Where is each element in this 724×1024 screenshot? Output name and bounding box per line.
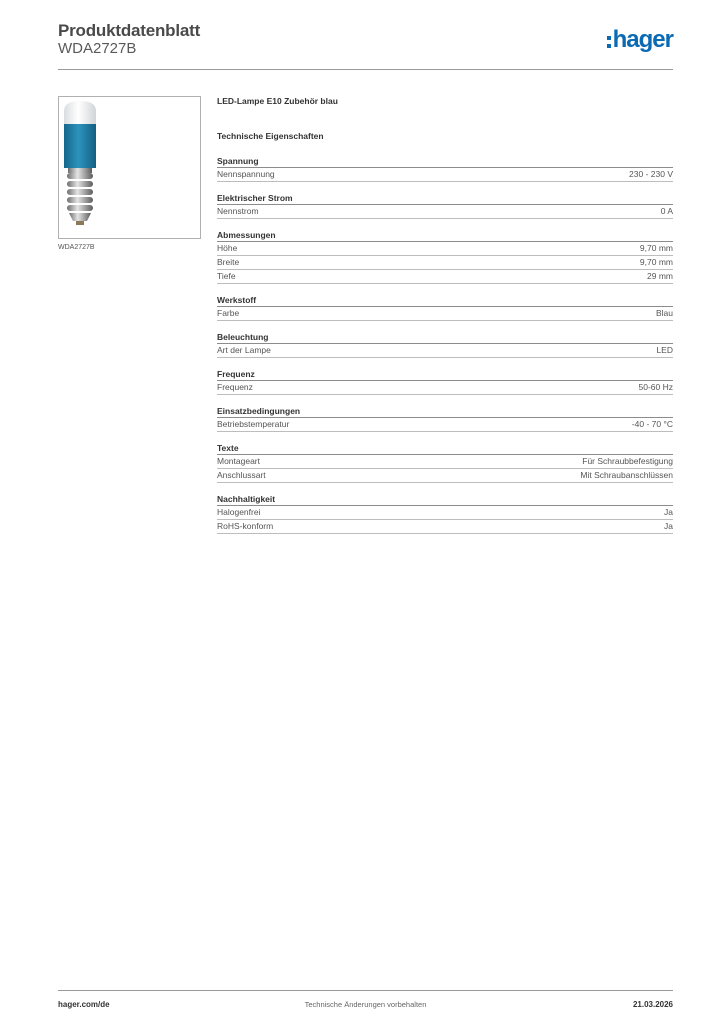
spec-group bbox=[217, 369, 673, 395]
section-heading: Technische Eigenschaften bbox=[217, 131, 324, 141]
spec-label: Montageart bbox=[217, 456, 260, 466]
logo-text: hager bbox=[612, 26, 673, 53]
spec-group-title: Abmessungen bbox=[217, 230, 673, 242]
spec-groups bbox=[217, 156, 673, 534]
spec-group-title: Einsatzbedingungen bbox=[217, 406, 673, 418]
document-title: Produktdatenblatt bbox=[58, 21, 201, 40]
spec-row bbox=[217, 307, 673, 321]
spec-group bbox=[217, 332, 673, 358]
document-header bbox=[58, 20, 673, 70]
spec-value: Ja bbox=[664, 507, 673, 517]
footer-date: 21.03.2026 bbox=[632, 1000, 673, 1009]
spec-label: Tiefe bbox=[217, 271, 236, 281]
spec-value: 9,70 mm bbox=[639, 243, 673, 253]
spec-row bbox=[217, 455, 673, 469]
spec-value: 9,70 mm bbox=[639, 257, 673, 267]
spec-group bbox=[217, 295, 673, 321]
spec-label: Anschlussart bbox=[217, 470, 266, 480]
document-footer bbox=[58, 990, 673, 1014]
product-name: LED-Lampe E10 Zubehör blau bbox=[217, 96, 338, 106]
spec-value: 29 mm bbox=[647, 271, 673, 281]
spec-label: RoHS-konform bbox=[217, 521, 274, 531]
spec-value: Ja bbox=[664, 521, 673, 531]
spec-row bbox=[217, 344, 673, 358]
spec-value: Für Schraubbefestigung bbox=[582, 456, 673, 466]
spec-group-title: Elektrischer Strom bbox=[217, 193, 673, 205]
spec-label: Halogenfrei bbox=[217, 507, 261, 517]
product-image bbox=[58, 96, 201, 239]
spec-group-title: Nachhaltigkeit bbox=[217, 494, 673, 506]
spec-group-title: Texte bbox=[217, 443, 673, 455]
logo-colon-mark bbox=[607, 36, 611, 48]
spec-group-title: Werkstoff bbox=[217, 295, 673, 307]
spec-row bbox=[217, 469, 673, 483]
spec-value: Blau bbox=[655, 308, 673, 318]
spec-group bbox=[217, 230, 673, 284]
spec-row bbox=[217, 520, 673, 534]
spec-row bbox=[217, 168, 673, 182]
article-number: WDA2727B bbox=[58, 40, 137, 57]
spec-label: Nennstrom bbox=[217, 206, 259, 216]
spec-value: LED bbox=[656, 345, 673, 355]
spec-value: 0 A bbox=[660, 206, 673, 216]
spec-row bbox=[217, 506, 673, 520]
spec-row bbox=[217, 242, 673, 256]
footer-disclaimer: Technische Änderungen vorbehalten bbox=[304, 1000, 427, 1009]
spec-label: Breite bbox=[217, 257, 240, 267]
spec-value: 230 - 230 V bbox=[629, 169, 673, 179]
spec-label: Höhe bbox=[217, 243, 238, 253]
image-caption: WDA2727B bbox=[58, 244, 95, 251]
spec-group bbox=[217, 443, 673, 483]
spec-group bbox=[217, 193, 673, 219]
spec-group bbox=[217, 406, 673, 432]
spec-row bbox=[217, 256, 673, 270]
hager-logo bbox=[607, 28, 673, 52]
spec-value: -40 - 70 °C bbox=[631, 419, 673, 429]
spec-group bbox=[217, 494, 673, 534]
spec-row bbox=[217, 270, 673, 284]
spec-content bbox=[217, 96, 673, 534]
spec-row bbox=[217, 205, 673, 219]
spec-label: Art der Lampe bbox=[217, 345, 271, 355]
led-lamp-icon bbox=[59, 97, 200, 238]
footer-website: hager.com/de bbox=[58, 1000, 110, 1009]
spec-group bbox=[217, 156, 673, 182]
spec-label: Betriebstemperatur bbox=[217, 419, 290, 429]
spec-group-title: Frequenz bbox=[217, 369, 673, 381]
spec-group-title: Spannung bbox=[217, 156, 673, 168]
spec-value: 50-60 Hz bbox=[638, 382, 673, 392]
spec-label: Nennspannung bbox=[217, 169, 275, 179]
spec-label: Frequenz bbox=[217, 382, 253, 392]
spec-value: Mit Schraubanschlüssen bbox=[580, 470, 673, 480]
spec-row bbox=[217, 418, 673, 432]
spec-label: Farbe bbox=[217, 308, 240, 318]
spec-row bbox=[217, 381, 673, 395]
spec-group-title: Beleuchtung bbox=[217, 332, 673, 344]
